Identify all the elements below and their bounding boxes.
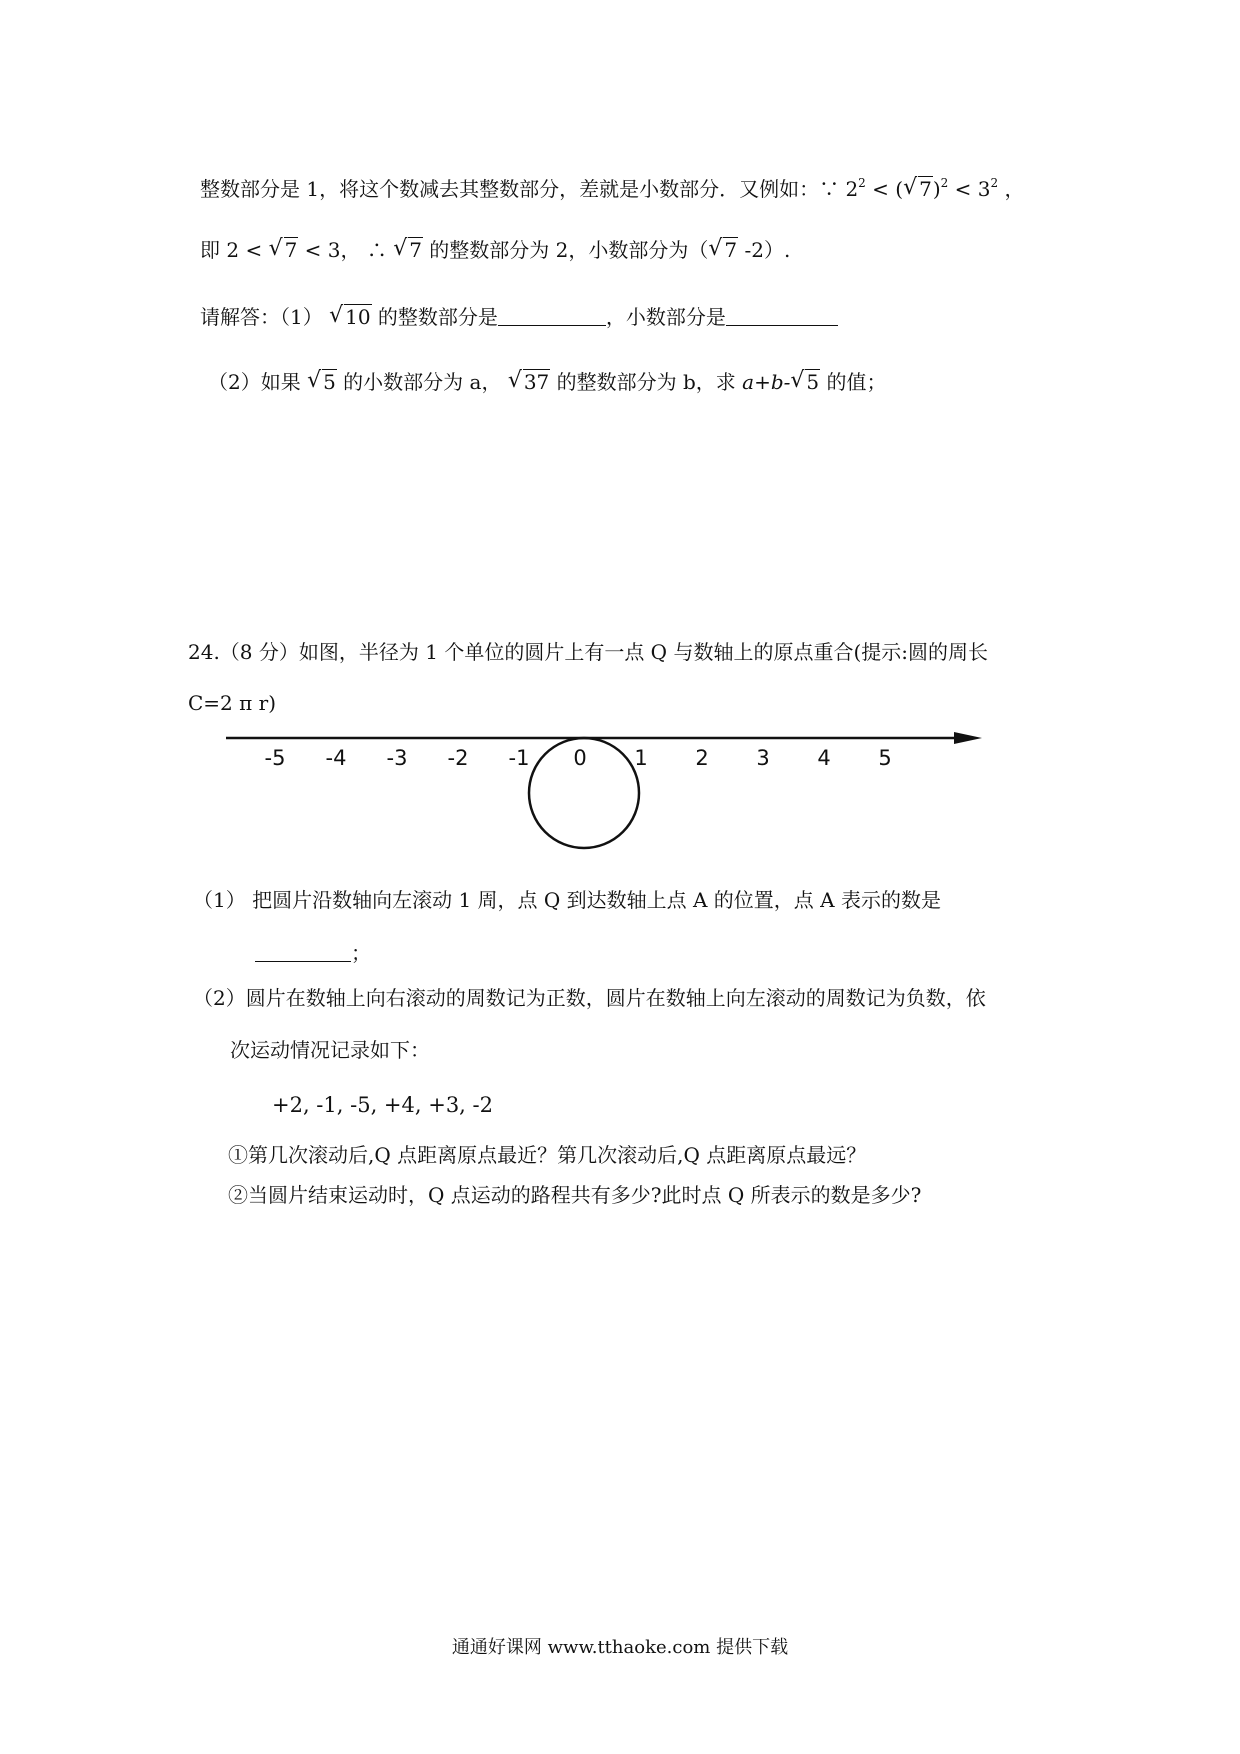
axis-tick-label: 0 — [573, 746, 587, 770]
sqrt-7: √ 7 — [271, 235, 299, 265]
answer-blank — [726, 305, 838, 326]
axis-tick-label: 3 — [756, 746, 770, 770]
q24-sub-1: （1） 把圆片沿数轴向左滚动 1 周，点 Q 到达数轴上点 A 的位置，点 A 表示的数是 — [193, 888, 941, 912]
axis-tick-label: -1 — [508, 746, 530, 770]
q23-part-1: 请解答：（1） √ 10 的整数部分是 ，小数部分是 — [200, 302, 838, 332]
sqrt-10: √ 10 — [331, 302, 371, 332]
sqrt-7: √ 7 — [395, 235, 423, 265]
answer-blank — [255, 941, 351, 962]
footer-watermark: 通通好课网 www.tthaoke.com 提供下载 — [451, 1637, 789, 1658]
axis-tick-label: 1 — [634, 746, 648, 770]
axis-arrow — [954, 732, 982, 744]
q24-sub-1-answer: ； — [255, 938, 371, 968]
q24-ask-2: ②当圆片结束运动时，Q 点运动的路程共有多少?此时点 Q 所表示的数是多少? — [228, 1183, 922, 1207]
axis-tick-label: -5 — [264, 746, 286, 770]
axis-tick-label: 2 — [695, 746, 709, 770]
q24-header: 24.（8 分）如图，半径为 1 个单位的圆片上有一点 Q 与数轴上的原点重合(提示:圆的周长 — [188, 640, 988, 664]
axis-tick-label: -4 — [325, 746, 347, 770]
intro-line-1: 整数部分是 1，将这个数减去其整数部分，差就是小数部分．又例如：∵ $2^2$ < (√ $7)^2 < 3^2$ ， — [200, 168, 1024, 204]
sqrt-5: √ 5 — [309, 367, 337, 397]
sqrt-7: √ 7 — [710, 235, 738, 265]
q24-records: +2, -1, -5, +4, +3, -2 — [272, 1093, 493, 1117]
number-line-figure — [220, 720, 990, 860]
intro-line-2: 即 2 < √ 7 < 3， ∴ √ 7 的整数部分为 2，小数部分为（√ 7 -2）. — [200, 235, 790, 265]
q24-ask-1: ①第几次滚动后,Q 点距离原点最近？第几次滚动后,Q 点距离原点最远？ — [228, 1143, 867, 1167]
sqrt-7: √ 7 — [905, 174, 933, 204]
q24-sub-2: （2）圆片在数轴上向右滚动的周数记为正数，圆片在数轴上向左滚动的周数记为负数，依 — [193, 986, 986, 1010]
axis-tick-label: 5 — [878, 746, 892, 770]
axis-tick-label: 4 — [817, 746, 831, 770]
sqrt-37: √ 37 — [510, 367, 550, 397]
axis-tick-label: -3 — [386, 746, 408, 770]
q23-part-2: （2）如果 √ 5 的小数部分为 a， √ 37 的整数部分为 b，求 a+b-√ 5 的值； — [208, 367, 887, 397]
answer-blank — [498, 305, 606, 326]
q24-sub-2-cont: 次运动情况记录如下： — [230, 1038, 430, 1062]
axis-tick-label: -2 — [447, 746, 469, 770]
q24-hint: C=2 π r) — [188, 691, 277, 715]
sqrt-5: √ 5 — [792, 367, 820, 397]
